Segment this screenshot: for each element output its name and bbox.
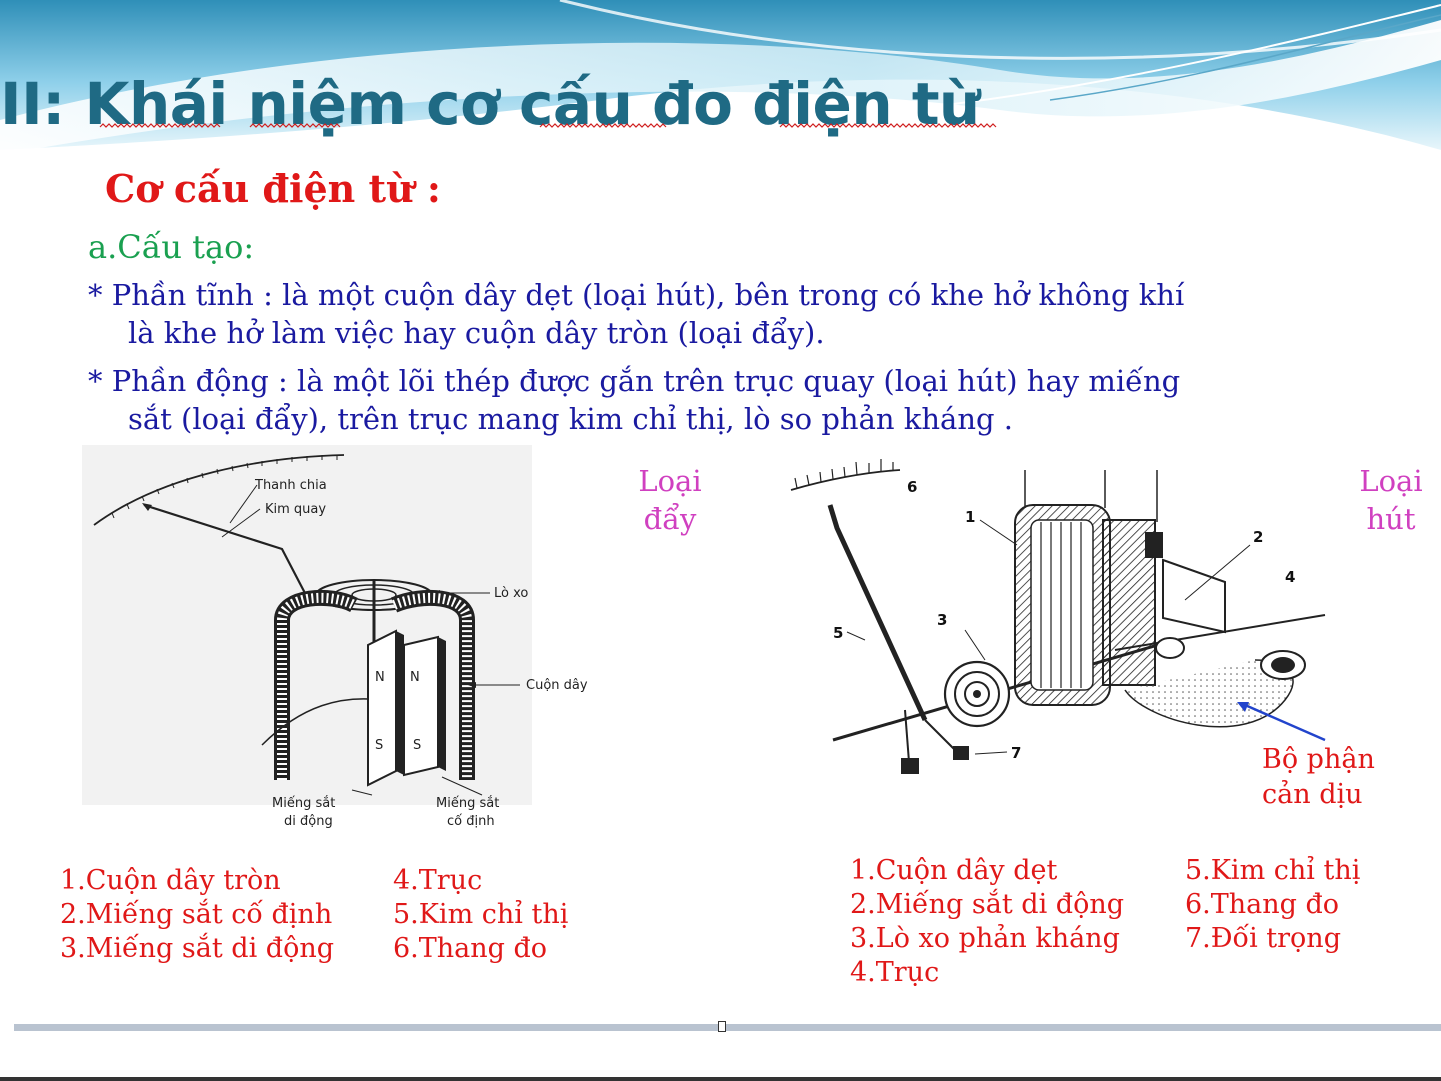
label-scale: Thanh chia [255,478,327,493]
scrollbar-thumb[interactable] [718,1021,726,1032]
label-north-moving: N [375,670,385,685]
push-type-meter-diagram [82,445,622,840]
label-moving-iron-line1: Miếng sắt [272,796,336,811]
number-6: 6 [907,478,918,496]
label-spring: Lò xo [494,586,529,601]
list-item: 2.Miếng sắt cố định [60,899,333,930]
type-label-line: Loại [1359,464,1423,498]
label-moving-iron-line2: di động [284,814,333,829]
paragraph-line: là khe hở làm việc hay cuộn dây tròn (loại đẩy). [128,316,825,350]
number-4: 4 [1285,568,1296,586]
window-bottom-border [0,1077,1441,1081]
list-item: 5.Kim chỉ thị [393,899,569,930]
number-3: 3 [937,611,948,629]
slide-title: II: Khái niệm cơ cấu đo điện từ [0,70,980,138]
subtitle: Cơ cấu điện từ : [105,166,441,211]
damper-label-line: cản dịu [1262,779,1363,810]
number-5: 5 [833,624,844,642]
paragraph-line: sắt (loại đẩy), trên trục mang kim chỉ thị, lò so phản kháng . [128,402,1013,436]
paragraph-line: * Phần động : là một lõi thép được gắn trên trục quay (loại hút) hay miếng [88,364,1181,398]
type-label-push [630,462,710,538]
list-item: 3.Miếng sắt di động [60,933,335,964]
pull-parts-list-col1 [850,854,1124,990]
damper-label [1262,742,1375,812]
pull-parts-list-col2 [1185,854,1360,956]
paragraph-static-part [88,276,1184,352]
list-item: 4.Trục [850,957,940,988]
section-heading: a.Cấu tạo: [88,228,255,266]
paragraph-line: * Phần tĩnh : là một cuộn dây dẹt (loại hút), bên trong có khe hở không khí [88,278,1185,312]
number-2: 2 [1253,528,1264,546]
list-item: 2.Miếng sắt di động [850,889,1125,920]
list-item: 1.Cuộn dây dẹt [850,855,1058,886]
label-fixed-iron-line2: cố định [447,814,495,829]
type-label-line: Loại [638,464,702,498]
list-item: 6.Thang đo [393,933,548,964]
number-1: 1 [965,508,976,526]
paragraph-moving-part [88,362,1180,438]
spellcheck-underline [0,122,1030,132]
list-item: 4.Trục [393,865,483,896]
list-item: 1.Cuộn dây tròn [60,865,281,896]
type-label-line: hút [1366,502,1416,536]
push-parts-list-col1 [60,864,334,966]
label-needle: Kim quay [265,502,327,517]
list-item: 3.Lò xo phản kháng [850,923,1120,954]
damper-label-line: Bộ phận [1262,744,1375,775]
list-item: 6.Thang đo [1185,889,1340,920]
push-parts-list-col2 [393,864,568,966]
horizontal-scrollbar[interactable] [14,1024,1441,1031]
pull-type-meter-diagram [785,450,1345,790]
list-item: 5.Kim chỉ thị [1185,855,1361,886]
list-item: 7.Đối trọng [1185,923,1341,954]
label-fixed-iron-line1: Miếng sắt [436,796,500,811]
type-label-pull [1348,462,1434,538]
type-label-line: đẩy [643,502,697,536]
number-7: 7 [1011,744,1022,762]
label-south-fixed: S [413,738,422,753]
label-south-moving: S [375,738,384,753]
label-north-fixed: N [410,670,420,685]
label-coil: Cuộn dây [526,678,588,693]
